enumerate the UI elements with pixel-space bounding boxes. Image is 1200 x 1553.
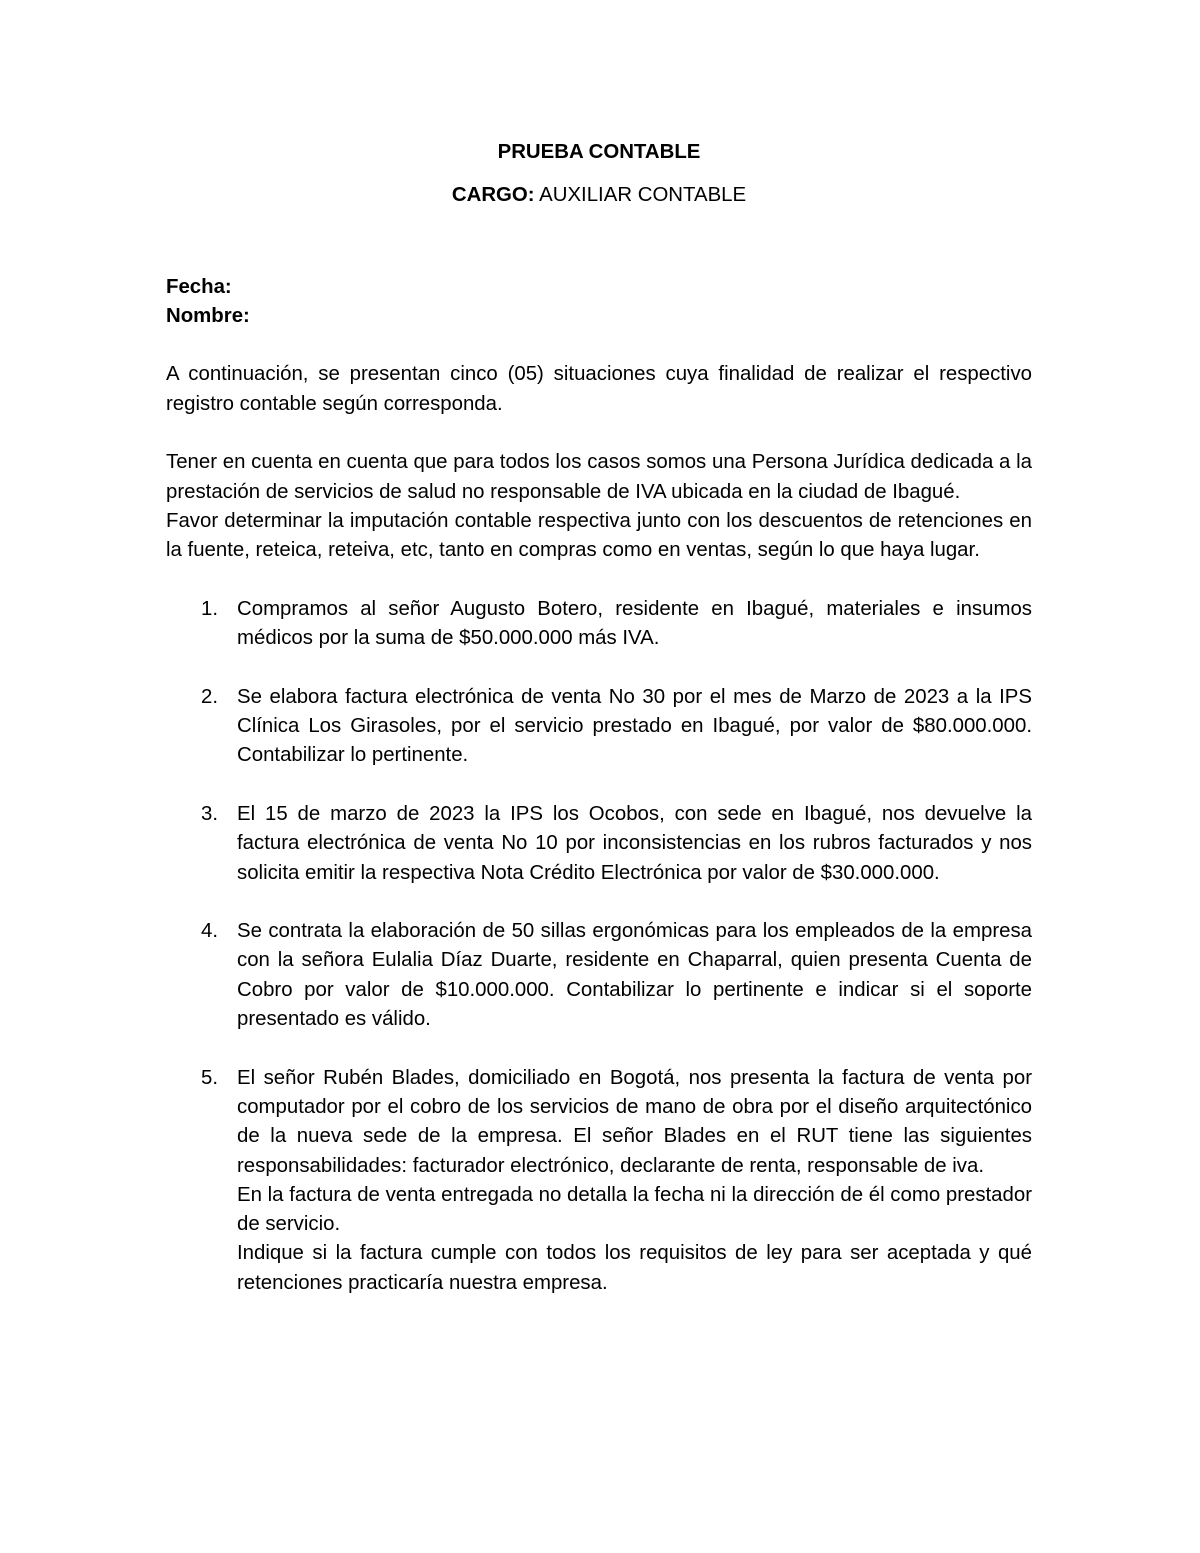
nombre-label: Nombre: (166, 304, 250, 327)
list-item-number: 1. (201, 597, 219, 620)
list-item-text: El señor Rubén Blades, domiciliado en Bogotá, nos presenta la factura de venta por computador por el cobro de los servicios de mano de obra por el diseño arquitectónico de la nueva sede de la empresa. El señor Blades en el RUT tiene las siguientes responsabilidades: facturador electrónico, declarante de renta, responsable de iva. (237, 1066, 1032, 1177)
fecha-label: Fecha: (166, 275, 232, 298)
list-item (166, 917, 1032, 1034)
list-item-text: En la factura de venta entregada no detalla la fecha ni la dirección de él como prestador de servicio. (237, 1183, 1032, 1236)
list-item-number: 2. (201, 685, 219, 708)
list-item-text: Indique si la factura cumple con todos los requisitos de ley para ser aceptada y qué retenciones practicaría nuestra empresa. (237, 1242, 1032, 1294)
list-item-number: 3. (201, 802, 219, 825)
document-page (166, 138, 1032, 1327)
list-item-number: 5. (201, 1066, 219, 1089)
cargo-line (166, 181, 1032, 210)
list-item (166, 595, 1032, 654)
context-paragraph: Tener en cuenta en cuenta que para todos los casos somos una Persona Jurídica dedicada a la prestación de servicios de salud no responsable de IVA ubicada en la ciudad de Ibagué. (166, 451, 1032, 503)
cargo-value: AUXILIAR CONTABLE (539, 184, 747, 207)
list-item-text: Compramos al señor Augusto Botero, residente en Ibagué, materiales e insumos médicos por la suma de $50.000.000 más IVA. (237, 597, 1032, 650)
document-title: PRUEBA CONTABLE (497, 141, 701, 163)
list-item-text: El 15 de marzo de 2023 la IPS los Ocobos, con sede en Ibagué, nos devuelve la factura electrónica de venta No 10 por inconsistencias en los rubros facturados y nos solicita emitir la respectiva Nota Crédito Electrónica por valor de $30.000.000. (237, 802, 1032, 884)
intro-paragraph: A continuación, se presentan cinco (05) situaciones cuya finalidad de realizar el respectivo registro contable según corresponda. (166, 363, 1032, 415)
list-item (166, 683, 1032, 771)
list-item-number: 4. (201, 920, 219, 943)
header-fields (166, 273, 1032, 332)
instruction-paragraph: Favor determinar la imputación contable respectiva junto con los descuentos de retenciones en la fuente, reteica, reteiva, etc, tanto en compras como en ventas, según lo que haya lugar. (166, 509, 1032, 562)
list-item-text: Se elabora factura electrónica de venta No 30 por el mes de Marzo de 2023 a la IPS Clínica Los Girasoles, por el servicio prestado en Ibagué, por valor de $80.000.000. Contabilizar lo pertinente. (237, 685, 1032, 767)
list-item-text: Se contrata la elaboración de 50 sillas ergonómicas para los empleados de la empresa con la señora Eulalia Díaz Duarte, residente en Chaparral, quien presenta Cuenta de Cobro por valor de $10.000.000. Contabilizar lo pertinente e indicar si el soporte presentado es válido. (237, 920, 1032, 1031)
situations-list (166, 595, 1032, 1298)
cargo-label: CARGO: (451, 184, 535, 207)
list-item (166, 800, 1032, 888)
list-item (166, 1064, 1032, 1298)
